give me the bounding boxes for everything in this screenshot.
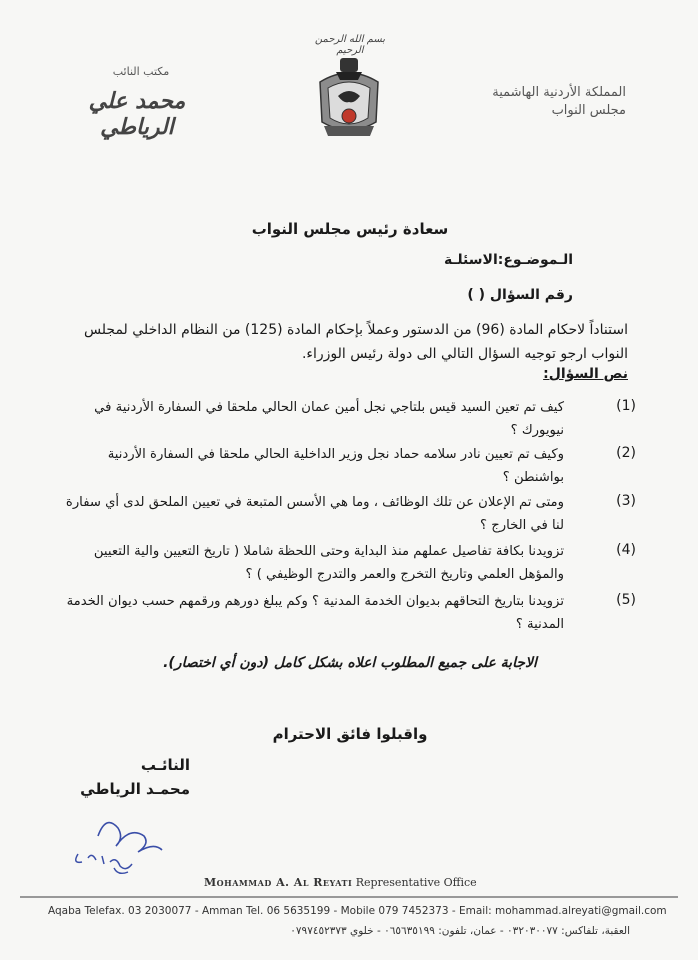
footer-divider (20, 896, 678, 898)
question-item (56, 590, 636, 636)
intro-paragraph: استناداً لاحكام المادة (96) من الدستور وعملاً بإحكام المادة (125) من النظام الداخلي لمجلس النواب ارجو توجيه السؤال التالي الى دولة رئيس الوزراء. (83, 322, 628, 362)
signer-title: النائـب (140, 756, 190, 774)
closing-line: واقبلوا فائق الاحترام (272, 725, 428, 743)
representative-office-label (204, 876, 494, 889)
questions-header: نص السؤال: (543, 366, 628, 382)
rep-office: Representative Office (355, 876, 477, 889)
kingdom-name: المملكة الأردنية الهاشمية (492, 85, 626, 100)
question-text: تزويدنا بتاريخ التحاقهم بديوان الخدمة المدنية ؟ وكم يبلغ دورهم ورقمهم حسب ديوان الخدمة المدنية ؟ (66, 594, 564, 632)
question-number-label: (4) (616, 542, 636, 558)
question-item (56, 443, 636, 489)
parliament-name: مجلس النواب (551, 103, 626, 118)
question-number-label: (1) (616, 398, 636, 414)
question-item (56, 540, 636, 586)
question-item (56, 491, 636, 537)
question-number-label: (5) (616, 592, 636, 608)
contact-arabic: العقبة، تلفاكس: ٠٣٢٠٣٠٠٧٧ - عمان، تلفون: ٠٦٥٦٣٥١٩٩ - خلوي ٠٧٩٧٤٥٢٣٧٣ (290, 925, 630, 937)
handwritten-signature-icon (58, 806, 178, 881)
rep-name: Mohammad A. Al Reyati (204, 876, 353, 889)
question-text: وكيف تم تعيين نادر سلامه حماد نجل وزير الداخلية الحالي ملحقا في السفارة الأردنية بواشنطن ؟ (107, 447, 564, 485)
addressee: سعادة رئيس مجلس النواب (251, 220, 449, 238)
subject-line: الـموضـوع:الاسئلـة (444, 252, 573, 268)
contact-english: Aqaba Telefax. 03 2030077 - Amman Tel. 06 5635199 - Mobile 079 7452373 - Email: mohammad.alreyati@gmail.com (48, 905, 667, 917)
mp-logo-text: محمد علي الرياطي (88, 88, 186, 140)
signer-name: محمـد الرياطي (80, 780, 190, 798)
kingdom-header (446, 84, 626, 120)
question-text: ومتى تم الإعلان عن تلك الوظائف ، وما هي الأسس المتبعة في تعيين الملحق لدى أي سفارة لنا في الخارج ؟ (65, 495, 564, 533)
question-item (56, 396, 636, 442)
answer-note: الاجابة على جميع المطلوب اعلاه بشكل كامل (دون أي اختصار). (163, 655, 537, 671)
question-text: تزويدنا بكافة تفاصيل عملهم منذ البداية وحتى اللحظة شاملا ( تاريخ التعيين والية التعيين والمؤهل العلمي وتاريخ التخرج والعمر والتدرج الوظيفي ) ؟ (93, 544, 564, 582)
basmala: بسم الله الرحمن الرحيم (314, 34, 386, 56)
question-number-label: (2) (616, 445, 636, 461)
jordan-coat-of-arms-icon (310, 52, 388, 144)
mp-calligraphy-logo (72, 80, 202, 140)
question-number-label: (3) (616, 493, 636, 509)
question-text: كيف تم تعين السيد قيس بلتاجي نجل أمين عمان الحالي ملحقا في السفارة الأردنية في نيويورك ؟ (94, 400, 564, 438)
question-number: رقم السؤال ( ) (467, 287, 573, 303)
office-label: مكتب النائب (112, 65, 170, 78)
